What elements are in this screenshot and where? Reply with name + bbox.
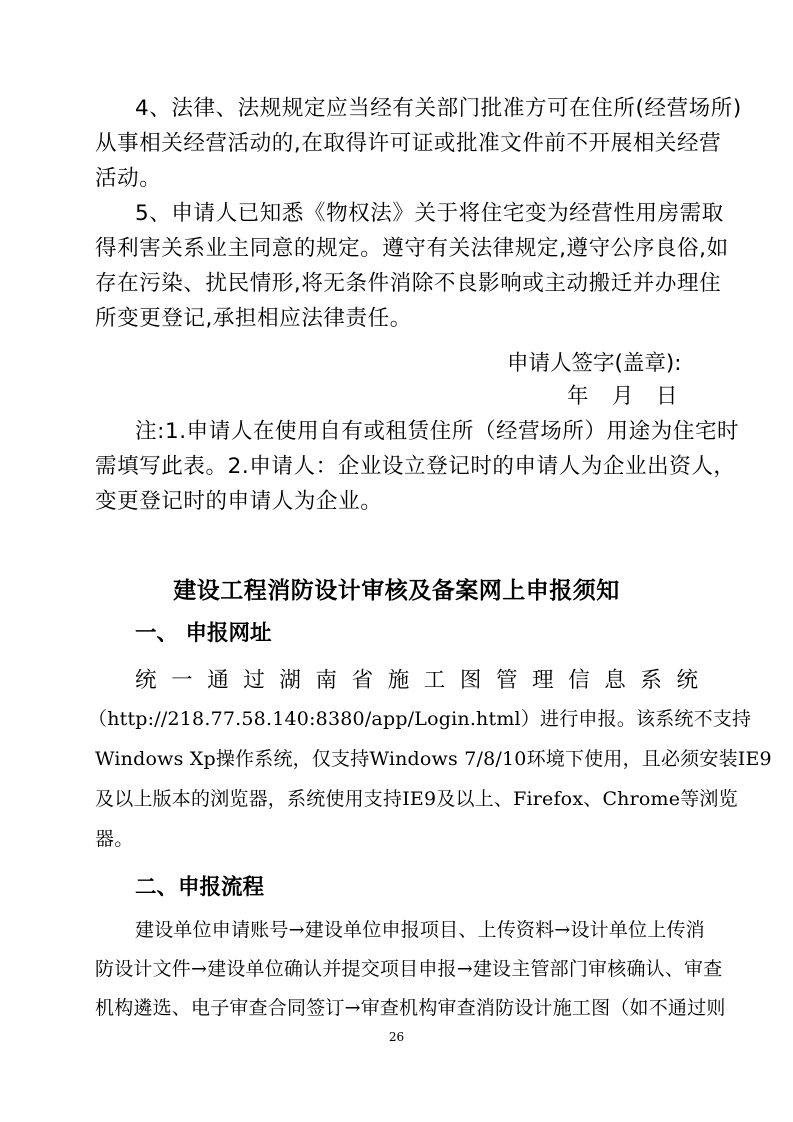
- paragraph-5-line-3: 存在污染、扰民情形,将无条件消除不良影响或主动搬迁并办理住: [95, 271, 722, 296]
- paragraph-4-line-1: 4、法律、法规规定应当经有关部门批准方可在住所(经营场所): [135, 96, 742, 121]
- paragraph-5-line-1: 5、申请人已知悉《物权法》关于将住宅变为经营性用房需取: [135, 201, 724, 226]
- section-1-url-line: （http://218.77.58.140:8380/app/Login.html）进行申报。该系统不支持: [88, 708, 752, 730]
- section-2-line-3: 机构遴选、电子审查合同签订→审查机构审查消防设计施工图（如不通过则: [95, 997, 726, 1019]
- paragraph-4-line-2: 从事相关经营活动的,在取得许可证或批准文件前不开展相关经营: [95, 131, 722, 156]
- paragraph-5-line-2: 得利害关系业主同意的规定。遵守有关法律规定,遵守公序良俗,如: [95, 236, 729, 261]
- section-1-line-3: Windows Xp操作系统，仅支持Windows 7/8/10环境下使用，且必须安装IE9: [95, 748, 772, 770]
- section-2-line-2: 防设计文件→建设单位确认并提交项目申报→建设主管部门审核确认、审查: [95, 958, 723, 980]
- section-2-line-1: 建设单位申请账号→建设单位申报项目、上传资料→设计单位上传消: [135, 919, 705, 941]
- section-1-title: 一、 申报网址: [135, 621, 272, 646]
- section-1-line-1: 统一通过湖南省施工图管理信息系统: [135, 668, 700, 693]
- paragraph-5-line-4: 所变更登记,承担相应法律责任。: [95, 306, 412, 331]
- note-line-1: 注:1.申请人在使用自有或租赁住所（经营场所）用途为住宅时: [135, 419, 740, 444]
- section-2-title: 二、申报流程: [135, 875, 265, 900]
- note-line-3: 变更登记时的申请人为企业。: [95, 489, 383, 514]
- signature-year: 年: [567, 384, 589, 409]
- signature-label: 申请人签字(盖章):: [507, 351, 682, 376]
- signature-month: 月: [612, 384, 634, 409]
- paragraph-4-line-3: 活动。: [95, 166, 162, 191]
- signature-day: 日: [656, 384, 678, 409]
- note-line-2: 需填写此表。2.申请人：企业设立登记时的申请人为企业出资人，: [95, 454, 736, 479]
- page-number: 26: [388, 1030, 405, 1044]
- page-title: 建设工程消防设计审核及备案网上申报须知: [173, 577, 620, 604]
- section-1-line-5: 器。: [95, 828, 134, 850]
- section-1-line-4: 及以上版本的浏览器，系统使用支持IE9及以上、Firefox、Chrome等浏览: [95, 788, 738, 810]
